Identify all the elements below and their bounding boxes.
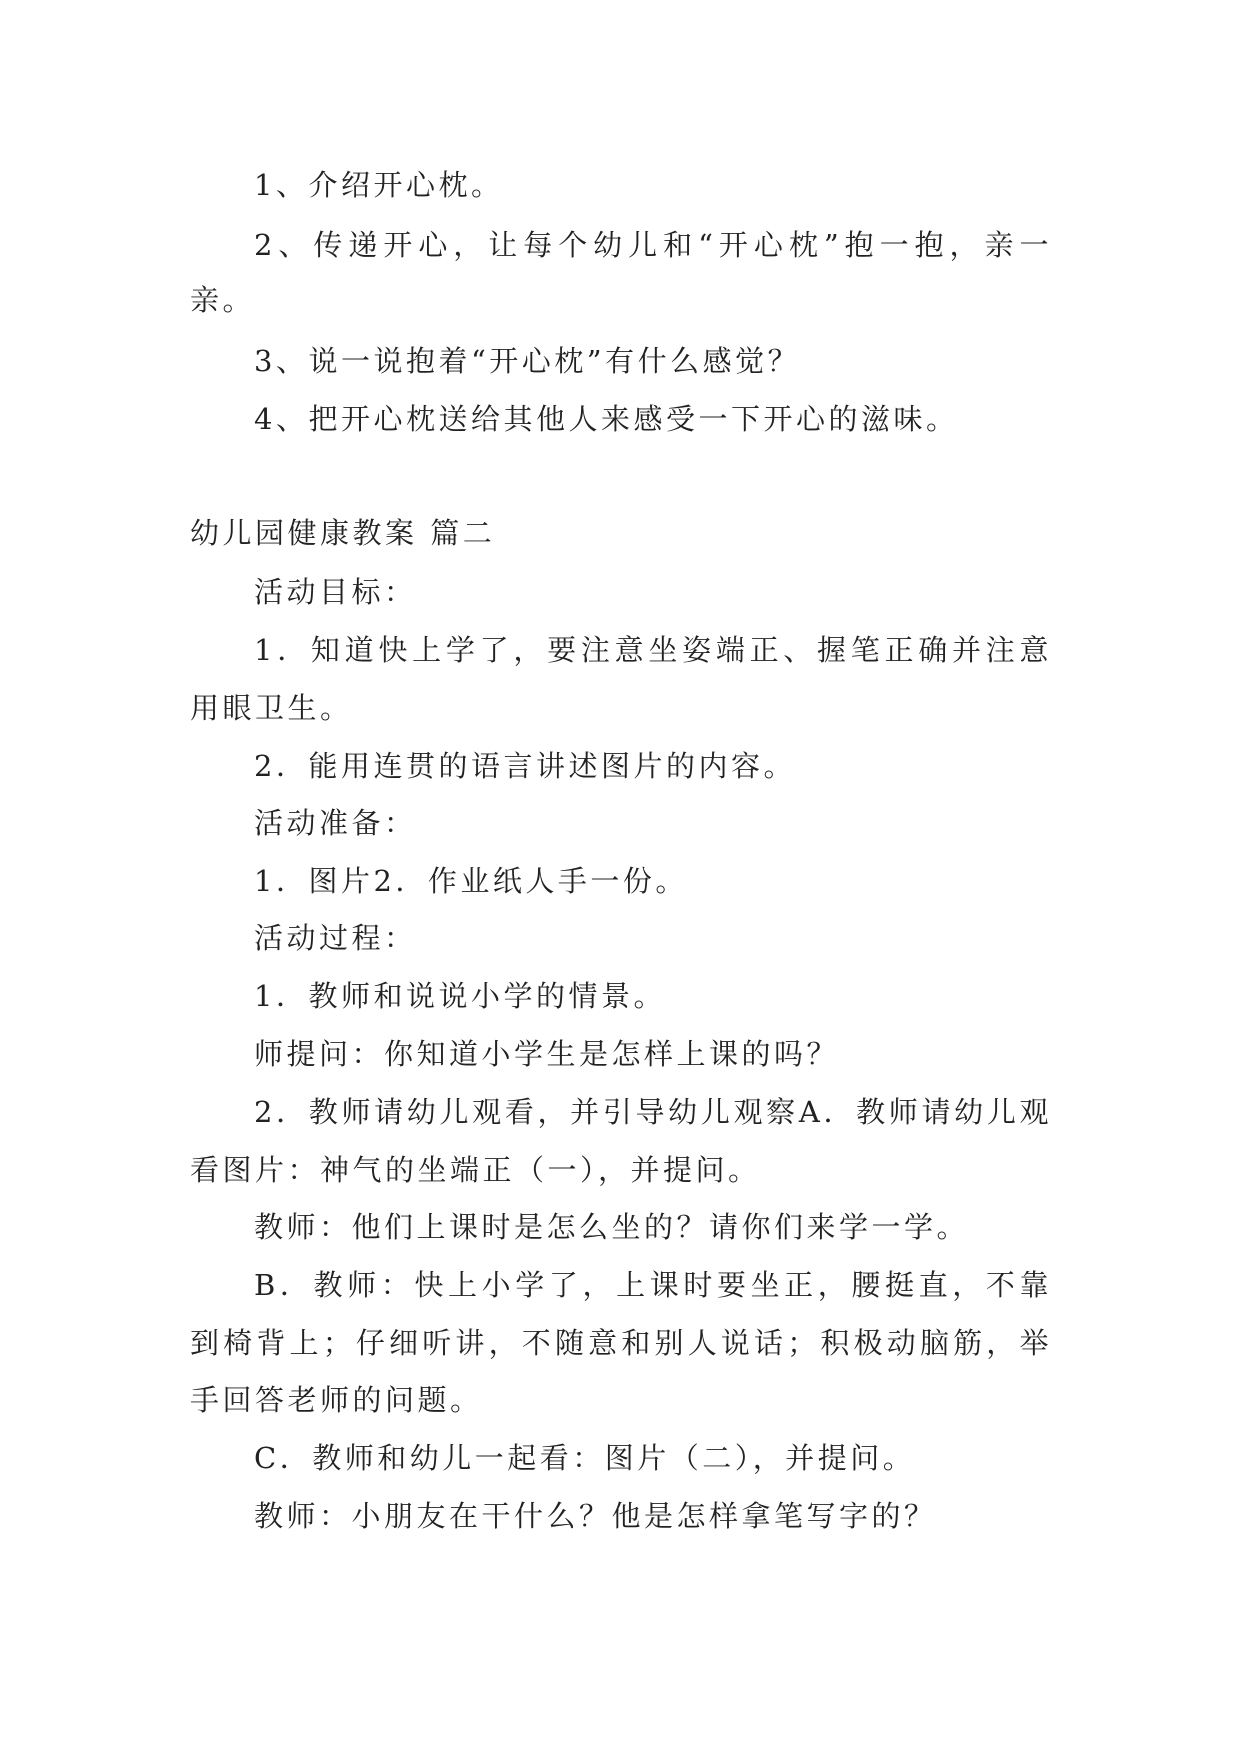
goal-1-line-1: 1．知道快上学了，要注意坐姿端正、握笔正确并注意 — [254, 633, 1052, 667]
step-2-line-2: 看图片：神气的坐端正（一），并提问。 — [190, 1153, 761, 1187]
teacher-line-2: 教师：小朋友在干什么？他是怎样拿笔写字的？ — [254, 1499, 937, 1533]
part-b-line-1: B．教师：快上小学了，上课时要坐正，腰挺直，不靠 — [254, 1268, 1052, 1302]
part-c: C．教师和幼儿一起看：图片（二），并提问。 — [254, 1441, 916, 1475]
part-b-line-2: 到椅背上；仔细听讲，不随意和别人说话；积极动脑筋，举 — [190, 1326, 1052, 1360]
question-1: 师提问：你知道小学生是怎样上课的吗？ — [254, 1037, 840, 1071]
prep-1: 1．图片2．作业纸人手一份。 — [254, 864, 688, 898]
goal-2: 2．能用连贯的语言讲述图片的内容。 — [254, 749, 796, 783]
section-heading: 幼儿园健康教案 篇二 — [190, 516, 496, 550]
paragraph-step-3: 3、说一说抱着“开心枕”有什么感觉？ — [254, 344, 801, 378]
process-title: 活动过程： — [254, 921, 417, 955]
goal-title: 活动目标： — [254, 575, 417, 609]
step-2-line-1: 2．教师请幼儿观看，并引导幼儿观察A．教师请幼儿观 — [254, 1095, 1052, 1129]
teacher-line-1: 教师：他们上课时是怎么坐的？请你们来学一学。 — [254, 1210, 970, 1244]
goal-1-line-2: 用眼卫生。 — [190, 691, 353, 725]
part-b-line-3: 手回答老师的问题。 — [190, 1383, 483, 1417]
prep-title: 活动准备： — [254, 806, 417, 840]
paragraph-step-2-line-1: 2、传递开心，让每个幼儿和“开心枕”抱一抱，亲一 — [254, 228, 1052, 262]
paragraph-step-1: 1、介绍开心枕。 — [254, 168, 504, 202]
step-1: 1．教师和说说小学的情景。 — [254, 979, 666, 1013]
paragraph-step-4: 4、把开心枕送给其他人来感受一下开心的滋味。 — [254, 402, 959, 436]
paragraph-step-2-line-2: 亲。 — [190, 283, 256, 317]
